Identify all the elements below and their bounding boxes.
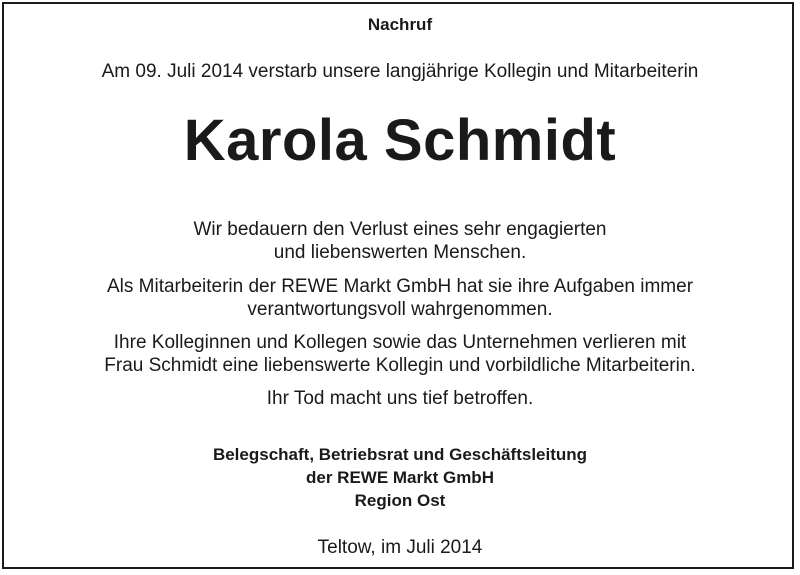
deceased-name: Karola Schmidt xyxy=(183,108,617,173)
paragraph-1-line-2: und liebenswerten Menschen. xyxy=(273,242,527,263)
intro-text: Am 09. Juli 2014 verstarb unsere langjährige Kollegin und Mitarbeiterin xyxy=(101,61,699,82)
signature-line-2: der REWE Markt GmbH xyxy=(306,468,494,487)
paragraph-3-line-1: Ihre Kolleginnen und Kollegen sowie das Unternehmen verlieren mit xyxy=(113,332,687,353)
paragraph-4-line-1: Ihr Tod macht uns tief betroffen. xyxy=(266,388,534,409)
paragraph-1-line-1: Wir bedauern den Verlust eines sehr engagierten xyxy=(193,219,607,240)
paragraph-2-line-2: verantwortungsvoll wahrgenommen. xyxy=(247,299,553,320)
paragraph-3-line-2: Frau Schmidt eine liebenswerte Kollegin und vorbildliche Mitarbeiterin. xyxy=(104,355,696,376)
place-date: Teltow, im Juli 2014 xyxy=(317,537,483,558)
paragraph-2-line-1: Als Mitarbeiterin der REWE Markt GmbH hat sie ihre Aufgaben immer xyxy=(106,276,694,297)
signature-line-1: Belegschaft, Betriebsrat und Geschäftsleitung xyxy=(212,445,588,464)
notice-heading: Nachruf xyxy=(367,15,433,34)
signature-line-3: Region Ost xyxy=(354,491,446,510)
